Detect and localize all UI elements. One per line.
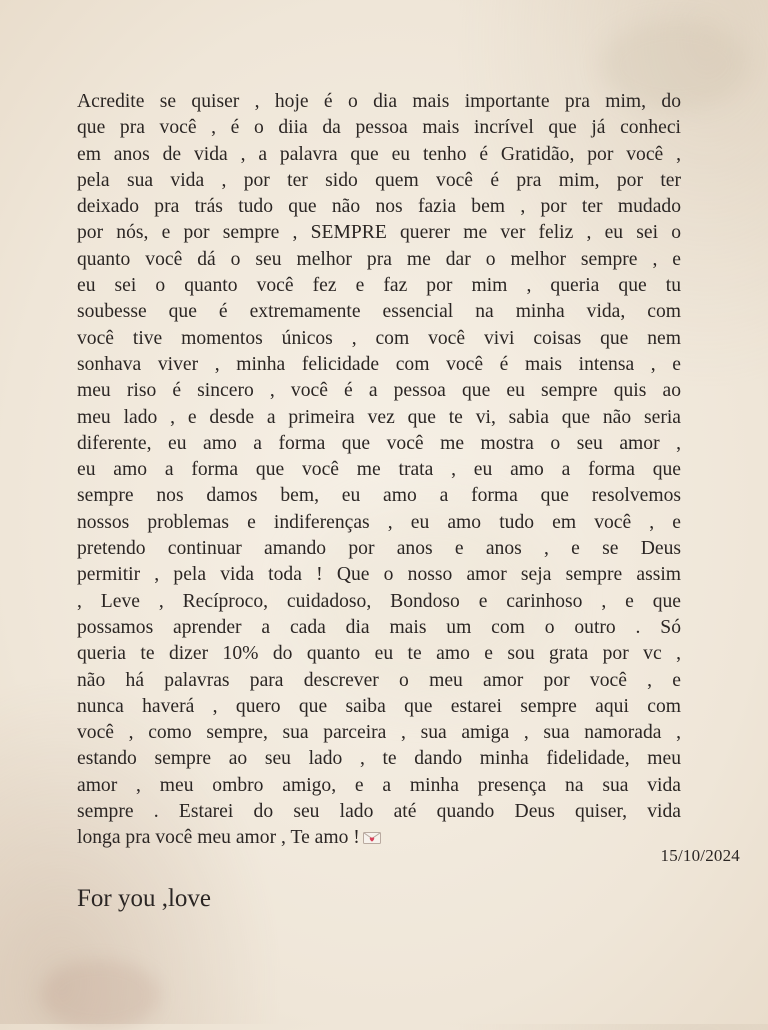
letter-line: , Leve , Recíproco, cuidadoso, Bondoso e carinhoso , e que: [77, 590, 681, 612]
letter-line: sempre nos damos bem, eu amo a forma que resolvemos: [77, 485, 681, 507]
letter-line: você tive momentos únicos , com você vivi coisas que nem: [77, 327, 681, 349]
letter-date: 15/10/2024: [660, 846, 740, 865]
letter-line: nunca haverá , quero que saiba que estarei sempre aqui com: [77, 695, 681, 717]
letter-line: que pra você , é o diia da pessoa mais incrível que já conheci: [77, 117, 681, 139]
letter-line: nossos problemas e indiferenças , eu amo tudo em você , e: [77, 511, 681, 533]
letter-line: amor , meu ombro amigo, e a minha presença na sua vida: [77, 774, 681, 796]
letter-line: possamos aprender a cada dia mais um com o outro . Só: [77, 616, 681, 638]
letter-line: eu amo a forma que você me trata , eu amo a forma que: [77, 459, 681, 481]
letter-line: meu riso é sincero , você é a pessoa que eu sempre quis ao: [77, 380, 681, 402]
letter-body: [77, 89, 681, 852]
letter-line: sonhava viver , minha felicidade com você é mais intensa , e: [77, 353, 681, 375]
letter-line: deixado pra trás tudo que não nos fazia bem , por ter mudado: [77, 196, 681, 218]
letter-line: em anos de vida , a palavra que eu tenho é Gratidão, por você ,: [77, 143, 681, 165]
letter-line: você , como sempre, sua parceira , sua amiga , sua namorada ,: [77, 722, 681, 744]
letter-line: eu sei o quanto você fez e faz por mim , queria que tu: [77, 275, 681, 297]
letter-line: Acredite se quiser , hoje é o dia mais importante pra mim, do: [77, 91, 681, 112]
letter-line: meu lado , e desde a primeira vez que te vi, sabia que não seria: [77, 406, 681, 428]
letter-line: diferente, eu amo a forma que você me mostra o seu amor ,: [77, 432, 681, 454]
paper-stain: [40, 960, 160, 1030]
letter-line-closing: [77, 825, 681, 851]
letter-line: pela sua vida , por ter sido quem você é pra mim, por ter: [77, 169, 681, 191]
love-letter-icon: [363, 832, 381, 844]
letter-line: sempre . Estarei do seu lado até quando Deus quiser, vida: [77, 801, 681, 823]
letter-line: quanto você dá o seu melhor pra me dar o melhor sempre , e: [77, 248, 681, 270]
letter-line: por nós, e por sempre , SEMPRE querer me ver feliz , eu sei o: [77, 222, 681, 244]
letter-line: queria te dizer 10% do quanto eu te amo e sou grata por vc ,: [77, 643, 681, 665]
letter-line: estando sempre ao seu lado , te dando minha fidelidade, meu: [77, 748, 681, 770]
letter-line: permitir , pela vida toda ! Que o nosso amor seja sempre assim: [77, 564, 681, 586]
closing-text: longa pra você meu amor , Te amo !: [77, 827, 360, 849]
letter-line: pretendo continuar amando por anos e anos , e se Deus: [77, 538, 681, 560]
letter-line: soubesse que é extremamente essencial na minha vida, com: [77, 301, 681, 323]
letter-signature: For you ,love: [77, 885, 212, 912]
letter-line: não há palavras para descrever o meu amor por você , e: [77, 669, 681, 691]
